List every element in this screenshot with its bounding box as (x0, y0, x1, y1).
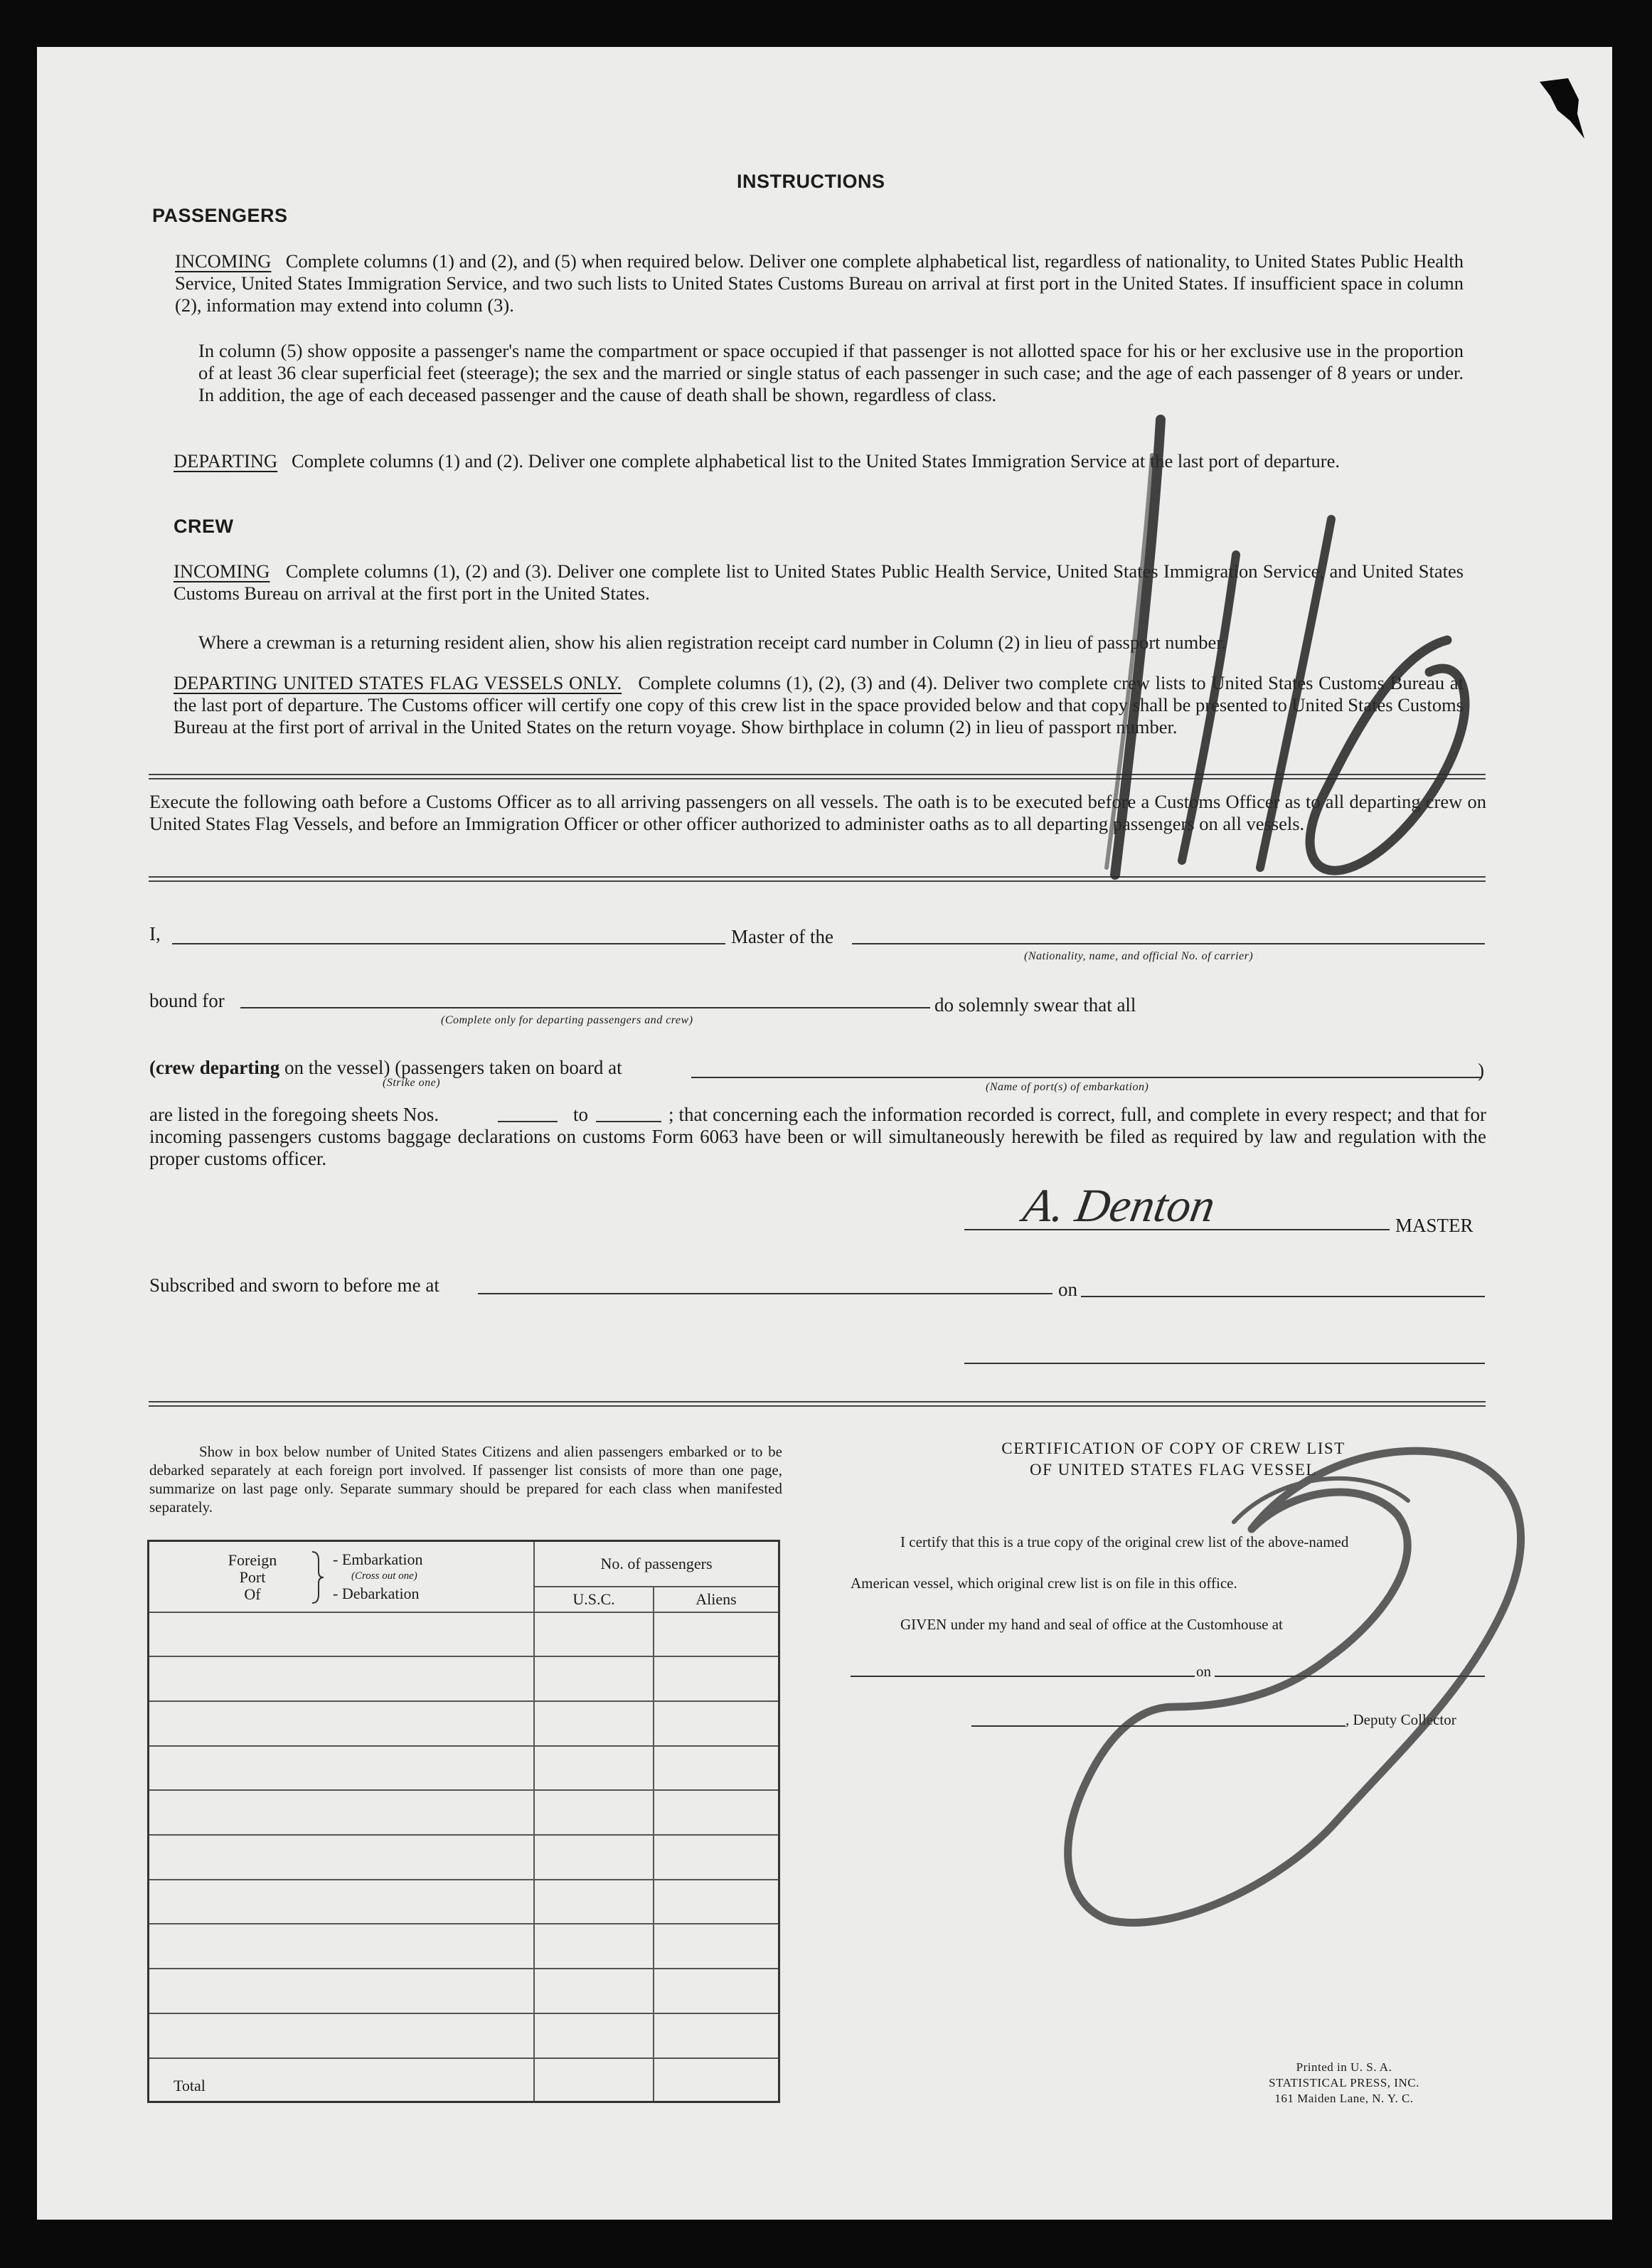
usc-header: U.S.C. (534, 1587, 654, 1612)
aliens-cell[interactable] (654, 1746, 779, 1791)
usc-cell[interactable] (534, 1835, 654, 1880)
usc-cell[interactable] (534, 1924, 654, 1969)
bound-caption: (Complete only for departing passengers and crew) (441, 1014, 693, 1026)
certification-title-line2: OF UNITED STATES FLAG VESSEL (1030, 1461, 1317, 1479)
passengers-taken-option: (passengers taken on board at (395, 1057, 622, 1078)
passenger-summary-table (147, 1540, 780, 2103)
subscribed-on: on (1058, 1279, 1077, 1300)
passengers-incoming-text: Complete columns (1) and (2), and (5) when required below. Deliver one complete alphabetical list, regardless of nationality, to United States Public Health Service, United States Immigration Service, and two such lists to United States Customs Bureau on arrival at first port in the United States. If insufficient space in column (2), information may extend into column (3). (175, 250, 1464, 316)
listed-to: to (573, 1104, 589, 1125)
usc-cell[interactable] (534, 1880, 654, 1924)
imprint-line2: STATISTICAL PRESS, INC. (1269, 2076, 1419, 2089)
usc-cell[interactable] (534, 1746, 654, 1791)
aliens-header: Aliens (654, 1587, 779, 1612)
subscribed-label: Subscribed and sworn to before me at (149, 1274, 439, 1296)
certification-text-3: GIVEN under my hand and seal of office at the Customhouse at (900, 1616, 1283, 1633)
carrier-caption: (Nationality, name, and official No. of carrier) (1024, 950, 1254, 962)
total-label: Total (149, 2058, 535, 2102)
oath-intro: Execute the following oath before a Customs Officer as to all arriving passengers on all vessels. The oath is to be executed before a Customs Officer as to all departing crew on United States Flag Vessels, and before an Immigration Officer or other officer authorized to administer oaths as to all departing passengers on all vessels. (149, 791, 1486, 834)
printer-imprint (1252, 2060, 1437, 2107)
embarkation-option: - Embarkation (333, 1550, 423, 1568)
port-caption: (Name of port(s) of embarkation) (986, 1081, 1149, 1093)
certification-on: on (1196, 1663, 1211, 1680)
torn-corner-mark (1529, 71, 1593, 149)
passengers-incoming-section (175, 250, 1464, 316)
port-cell[interactable] (149, 2013, 535, 2058)
table-row (149, 1969, 779, 2013)
master-label: MASTER (1395, 1215, 1474, 1236)
oath-strike-line (149, 1057, 622, 1079)
crew-departing-option: (crew departing (149, 1057, 280, 1078)
crew-departing-section (174, 672, 1464, 738)
usc-cell[interactable] (534, 1701, 654, 1746)
crew-departing-text: Complete columns (1), (2), (3) and (4). Deliver two complete crew lists to United States Customs Bureau at the last port of departure. The Customs officer will certify one copy of this crew list in the space provided below and that copy shall be presented to United States Customs Bureau at the first port of arrival in the United States on the return voyage. Show birthplace in column (2) in lieu of passport number. (174, 672, 1464, 738)
deputy-collector-line[interactable] (971, 1725, 1345, 1727)
aliens-cell[interactable] (654, 1880, 779, 1924)
listed-text-a: are listed in the foregoing sheets Nos. (149, 1104, 439, 1125)
total-row (149, 2058, 779, 2102)
table-row (149, 1880, 779, 1924)
certification-text-1: I certify that this is a true copy of the original crew list of the above-named (900, 1533, 1349, 1550)
usc-cell[interactable] (534, 1969, 654, 2013)
oath-bound-for: bound for (149, 990, 225, 1011)
crew-departing-label: DEPARTING UNITED STATES FLAG VESSELS ONLY. (174, 672, 622, 693)
table-row (149, 1612, 779, 1657)
summary-instructions: Show in box below number of United States Citizens and alien passengers embarked or to be debarked separately at each foreign port involved. If passenger list consists of more than one page, summarize on last page only. Separate summary should be prepared for each class when manifested separately. (149, 1443, 782, 1516)
strike-caption: (Strike one) (383, 1077, 441, 1089)
on-the-vessel: on the vessel) (284, 1057, 390, 1078)
no-of-passengers-header: No. of passengers (534, 1541, 779, 1587)
aliens-cell[interactable] (654, 1656, 779, 1701)
usc-total-cell[interactable] (534, 2058, 654, 2102)
certification-title (924, 1438, 1422, 1481)
passengers-departing-section (174, 450, 1464, 472)
foreign-port-label (213, 1552, 292, 1603)
port-cell[interactable] (149, 1701, 535, 1746)
table-row (149, 1701, 779, 1746)
master-signature: A. Denton (1019, 1180, 1220, 1232)
port-cell[interactable] (149, 1880, 535, 1924)
debarkation-option: - Debarkation (333, 1585, 420, 1602)
certification-date-line[interactable] (1215, 1676, 1485, 1677)
officer-signature-line[interactable] (964, 1363, 1485, 1364)
divider (149, 774, 1486, 779)
passengers-incoming-label: INCOMING (175, 250, 272, 272)
passengers-departing-label: DEPARTING (174, 450, 278, 472)
foreign-label: Foreign (228, 1551, 277, 1569)
passengers-column5-text: In column (5) show opposite a passenger's name the compartment or space occupied if that passenger is not allotted space for his or her exclusive use in the proportion of at least 36 clear superficial feet (steerage); the sex and the married or single status of each passenger in such case; and the age of each passenger of 8 years or under. In addition, the age of each deceased passenger and the cause of death shall be shown, regardless of class. (198, 340, 1464, 405)
oath-i-label: I, (149, 923, 161, 944)
aliens-cell[interactable] (654, 1790, 779, 1835)
oath-master-of-the: Master of the (731, 926, 833, 947)
oath-embarkation-line[interactable] (691, 1077, 1482, 1078)
divider (149, 876, 1486, 882)
port-label: Port (239, 1568, 266, 1586)
crew-heading: CREW (174, 516, 234, 537)
close-paren: ) (1478, 1060, 1484, 1081)
port-header-cell (149, 1541, 535, 1612)
passengers-departing-text: Complete columns (1) and (2). Deliver one complete alphabetical list to the United States Immigration Service at the last port of departure. (292, 450, 1341, 472)
port-cell[interactable] (149, 1656, 535, 1701)
page-title: INSTRUCTIONS (737, 171, 885, 192)
passengers-heading: PASSENGERS (152, 205, 288, 226)
oath-carrier-line[interactable] (852, 943, 1485, 944)
imprint-line1: Printed in U. S. A. (1296, 2060, 1392, 2074)
oath-name-line[interactable] (172, 943, 725, 944)
table-row (149, 1656, 779, 1701)
crew-resident-text: Where a crewman is a returning resident alien, show his alien registration receipt card number in Column (2) in lieu of passport number. (198, 632, 1227, 653)
cross-out-caption: (Cross out one) (351, 1570, 417, 1582)
aliens-total-cell[interactable] (654, 2058, 779, 2102)
table-row (149, 1924, 779, 1969)
table-row (149, 2013, 779, 2058)
aliens-cell[interactable] (654, 1924, 779, 1969)
usc-cell[interactable] (534, 1612, 654, 1657)
port-cell[interactable] (149, 1612, 535, 1657)
aliens-cell[interactable] (654, 1969, 779, 2013)
port-cell[interactable] (149, 1790, 535, 1835)
crew-incoming-section (174, 560, 1464, 605)
aliens-cell[interactable] (654, 1701, 779, 1746)
usc-cell[interactable] (534, 1790, 654, 1835)
port-cell[interactable] (149, 1835, 535, 1880)
table-row (149, 1790, 779, 1835)
certification-title-line1: CERTIFICATION OF COPY OF CREW LIST (1001, 1439, 1345, 1457)
usc-cell[interactable] (534, 1656, 654, 1701)
divider (149, 1401, 1486, 1407)
aliens-cell[interactable] (654, 1835, 779, 1880)
table-row (149, 1746, 779, 1791)
subscribed-date-line[interactable] (1081, 1296, 1485, 1297)
oath-swear: do solemnly swear that all (934, 994, 1136, 1016)
oath-destination-line[interactable] (240, 1007, 930, 1008)
certification-text-2: American vessel, which original crew list is on file in this office. (851, 1575, 1237, 1592)
port-cell[interactable] (149, 1969, 535, 2013)
table-row (149, 1835, 779, 1880)
aliens-cell[interactable] (654, 2013, 779, 2058)
usc-cell[interactable] (534, 2013, 654, 2058)
of-label: Of (244, 1585, 261, 1603)
subscribed-place-line[interactable] (478, 1293, 1053, 1294)
deputy-collector-label: , Deputy Collector (1345, 1711, 1456, 1728)
port-cell[interactable] (149, 1746, 535, 1791)
brace-icon (310, 1550, 326, 1604)
oath-listed-text: ; that concerning each the information recorded is correct, full, and complete in every respect; and that for incoming passengers customs baggage declarations on customs Form 6063 have been or will simultaneously herewith be filed as required by law and regulation with the proper customs officer. (149, 1104, 1486, 1169)
certification-place-line[interactable] (851, 1676, 1195, 1677)
imprint-line3: 161 Maiden Lane, N. Y. C. (1274, 2092, 1414, 2105)
crew-incoming-text: Complete columns (1), (2) and (3). Deliver one complete list to United States Public Health Service, United States Immigration Service, and United States Customs Bureau on arrival at the first port in the United States. (174, 560, 1464, 604)
aliens-cell[interactable] (654, 1612, 779, 1657)
port-cell[interactable] (149, 1924, 535, 1969)
crew-incoming-label: INCOMING (174, 560, 270, 582)
